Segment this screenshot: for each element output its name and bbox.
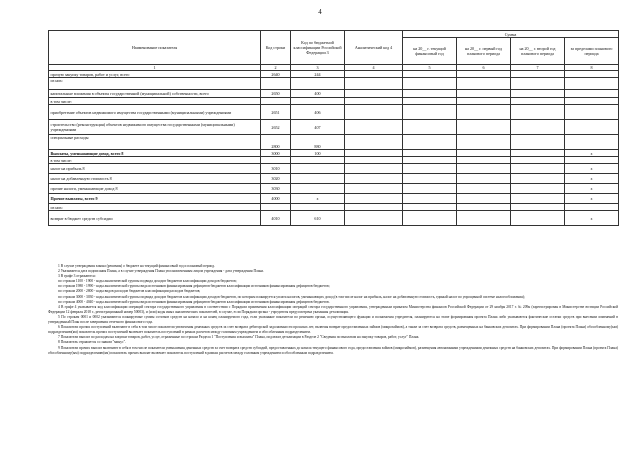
row-name: в том числе: (49, 157, 261, 164)
row-line-code: 3000 (261, 150, 291, 157)
colnum: 4 (345, 65, 403, 71)
colnum: 3 (291, 65, 345, 71)
footnote: 6 Показатели прочих поступлений включают в себя в том числе показатели увеличения денежных средств за счет возврата дебиторской задолженности прошлых лет, включая возврат предоставленных займов (микрозаймов), а также за счет возврата средств, размещенных на банковских депозитах. При формировании Плана (проекта Плана) обособленному(ым) подразделению(ям) показатель прочих поступлений включает показатель поступлений в рамках расчетов между головным учреждением и обособленным подразделением. (48, 325, 618, 335)
table-row (49, 71, 619, 78)
footnote: 7 Показатели выплат по расходам на закупки товаров, работ, услуг, отраженные по строкам Раздела 1 "Поступления и выплаты" Плана, подлежат детализации в Разделе 2 "Сведения по выплатам на закупку товаров, работ, услуг" Плана. (58, 335, 420, 340)
footnote: по строкам 4000 - 4040 - коды аналитической группы вида источников финансирования дефицитов бюджетов классификации источников финансирования дефицитов бюджетов. (58, 299, 330, 304)
header-code-budget: Код по бюджетной классификации Российской Федерации 3 (291, 31, 345, 65)
row-name: возврат в бюджет средств субсидии (49, 211, 261, 226)
row-line-code: 2640 (261, 71, 291, 78)
header-year-plan1: на 20__ г. первый год планового периода (457, 38, 511, 65)
table-row (49, 78, 619, 90)
plan-table (48, 30, 619, 226)
table-row (49, 120, 619, 135)
row-budget-code: 400 (291, 90, 345, 98)
row-line-code: 3030 (261, 184, 291, 194)
colnum: 6 (457, 65, 511, 71)
row-budget-code: 610 (291, 211, 345, 226)
row-budget-code (291, 174, 345, 184)
row-name: налог на добавленную стоимость 8 (49, 174, 261, 184)
row-name: прочие налоги, уменьшающие доход 8 (49, 184, 261, 194)
table-row (49, 164, 619, 174)
table-row (49, 98, 619, 105)
row-x-mark (565, 90, 619, 98)
footnote: 4 В графе 4 указывается код классификации операций сектора государственного управления в соответствии с Порядком применения классификации операций сектора государственного управления, утвержденным приказом Министерства финансов Российской Федерации от 29 ноября 2017 г. № 209н (зарегистрирован в Министерстве юстиции Российской Федерации 12 февраля 2018 г., регистрационный номер 50003), и (или) коды иных аналитических показателей, в случае, если Порядком органа - учредителя предусмотрена указанная детализация. (48, 304, 618, 314)
footnote: 5 По строкам 0001 и 0002 указываются планируемые суммы остатков средств на начало и на конец планируемого года, если указанные показатели по решению органа, осуществляющего функции и полномочия учредителя, планируются на этапе формирования проекта Плана либо указываются фактические остатки средств при внесении изменений в утвержденный План после завершения отчетного финансового года. (48, 314, 618, 325)
row-name: специальные расходы (49, 135, 261, 150)
row-x-mark (565, 135, 619, 150)
row-budget-code: 100 (291, 150, 345, 157)
row-name: капитальные вложения в объекты государственной (муниципальной) собственности, всего (49, 90, 261, 98)
row-name: Выплаты, уменьшающие доход, всего 8 (49, 150, 261, 157)
header-name: Наименование показателя (49, 31, 261, 65)
table-row (49, 105, 619, 120)
footnote: по строкам 1100 - 1900 - коды аналитической группы подвида доходов бюджетов классификации доходов бюджетов; (58, 279, 237, 284)
row-line-code: 4010 (261, 211, 291, 226)
table-row (49, 194, 619, 204)
row-line-code: 2800 (261, 135, 291, 150)
row-name: из них: (49, 204, 261, 211)
row-x-mark: x (565, 150, 619, 157)
row-line-code: 3020 (261, 174, 291, 184)
table-row (49, 135, 619, 150)
table-row (49, 174, 619, 184)
row-budget-code: x (291, 194, 345, 204)
row-x-mark (565, 71, 619, 78)
table-row (49, 150, 619, 157)
colnum: 2 (261, 65, 291, 71)
header-sum: Сумма (403, 31, 619, 38)
table-row (49, 211, 619, 226)
footnote: по строкам 3000 - 3030 - коды аналитической группы подвида доходов бюджетов классификации доходов бюджетов, по которым планируется уплата налогов, уменьшающих доход (в том числе налог на прибыль, налог на добавленную стоимость, единый налог по упрощенной системе налогообложения); (58, 294, 526, 299)
header-code-line: Код строки (261, 31, 291, 65)
row-line-code: 3010 (261, 164, 291, 174)
row-line-code: 2651 (261, 105, 291, 120)
table-row (49, 90, 619, 98)
row-budget-code: 244 (291, 71, 345, 78)
row-x-mark (565, 105, 619, 120)
row-name: Прочие выплаты, всего 9 (49, 194, 261, 204)
footnote: 8 Показатель отражается со знаком "минус". (58, 340, 127, 345)
header-year-current: на 20__ г. текущий финансовый год (403, 38, 457, 65)
row-name: в том числе: (49, 98, 261, 105)
colnum: 8 (565, 65, 619, 71)
header-year-plan2: на 20__ г. второй год планового периода (511, 38, 565, 65)
table-row (49, 184, 619, 194)
row-name: из них: (49, 78, 261, 90)
row-name: приобретение объектов недвижимого имущества государственными (муниципальными) учреждениями (49, 105, 261, 120)
row-line-code: 2652 (261, 120, 291, 135)
row-budget-code: 407 (291, 120, 345, 135)
row-budget-code: 406 (291, 105, 345, 120)
page-number: 4 (318, 8, 322, 16)
row-budget-code: 880 (291, 135, 345, 150)
row-x-mark: x (565, 194, 619, 204)
row-budget-code (291, 184, 345, 194)
footnote: по строкам 1980 - 1990 - коды аналитической группы вида источников финансирования дефицитов бюджетов классификации источников финансирования дефицитов бюджетов; (58, 284, 330, 289)
footnote: 9 Показатели прочих выплат включают в себя в том числе показатели уменьшения денежных средств за счет возврата средств субсидий, предоставленных до начала текущего финансового года, предоставления займов (микрозаймов), размещения автономными учреждениями денежных средств на банковских депозитах. При формировании Плана (проекта Плана) обособленному(ым) подразделению(ям) показатель прочих выплат включает показатель поступлений в рамках расчетов между головным учреждением и обособленным подразделением. (48, 345, 618, 355)
header-analytic: Аналитический код 4 (345, 31, 403, 65)
row-name: прочую закупку товаров, работ и услуг, всего (49, 71, 261, 78)
row-x-mark: x (565, 164, 619, 174)
colnum: 1 (49, 65, 261, 71)
table-row (49, 157, 619, 164)
row-name: строительство (реконструкция) объектов недвижимого имущества государственными (муниципальными) учреждениями (49, 120, 261, 135)
colnum: 5 (403, 65, 457, 71)
header-row-1 (49, 31, 619, 38)
row-budget-code (291, 164, 345, 174)
row-x-mark: x (565, 184, 619, 194)
row-x-mark (565, 120, 619, 135)
row-line-code: 2650 (261, 90, 291, 98)
header-beyond-plan: за пределами планового периода (565, 38, 619, 65)
footnote: 2 Указывается дата подписания Плана, а в случае утверждения Плана уполномоченным лицом учреждения - дата утверждения Плана. (58, 269, 264, 274)
footnote: 3 В графе 3 отражаются: (58, 274, 96, 279)
table-row (49, 204, 619, 211)
row-x-mark: x (565, 211, 619, 226)
row-line-code: 4000 (261, 194, 291, 204)
row-x-mark: x (565, 174, 619, 184)
row-name: налог на прибыль 8 (49, 164, 261, 174)
footnotes (48, 264, 618, 356)
colnum: 7 (511, 65, 565, 71)
footnote: 1 В случае утверждения закона (решения) о бюджете на текущий финансовый год и плановый период. (58, 264, 215, 268)
footnote: по строкам 2000 - 2800 - коды видов расходов бюджетов классификации расходов бюджетов; (58, 289, 201, 294)
